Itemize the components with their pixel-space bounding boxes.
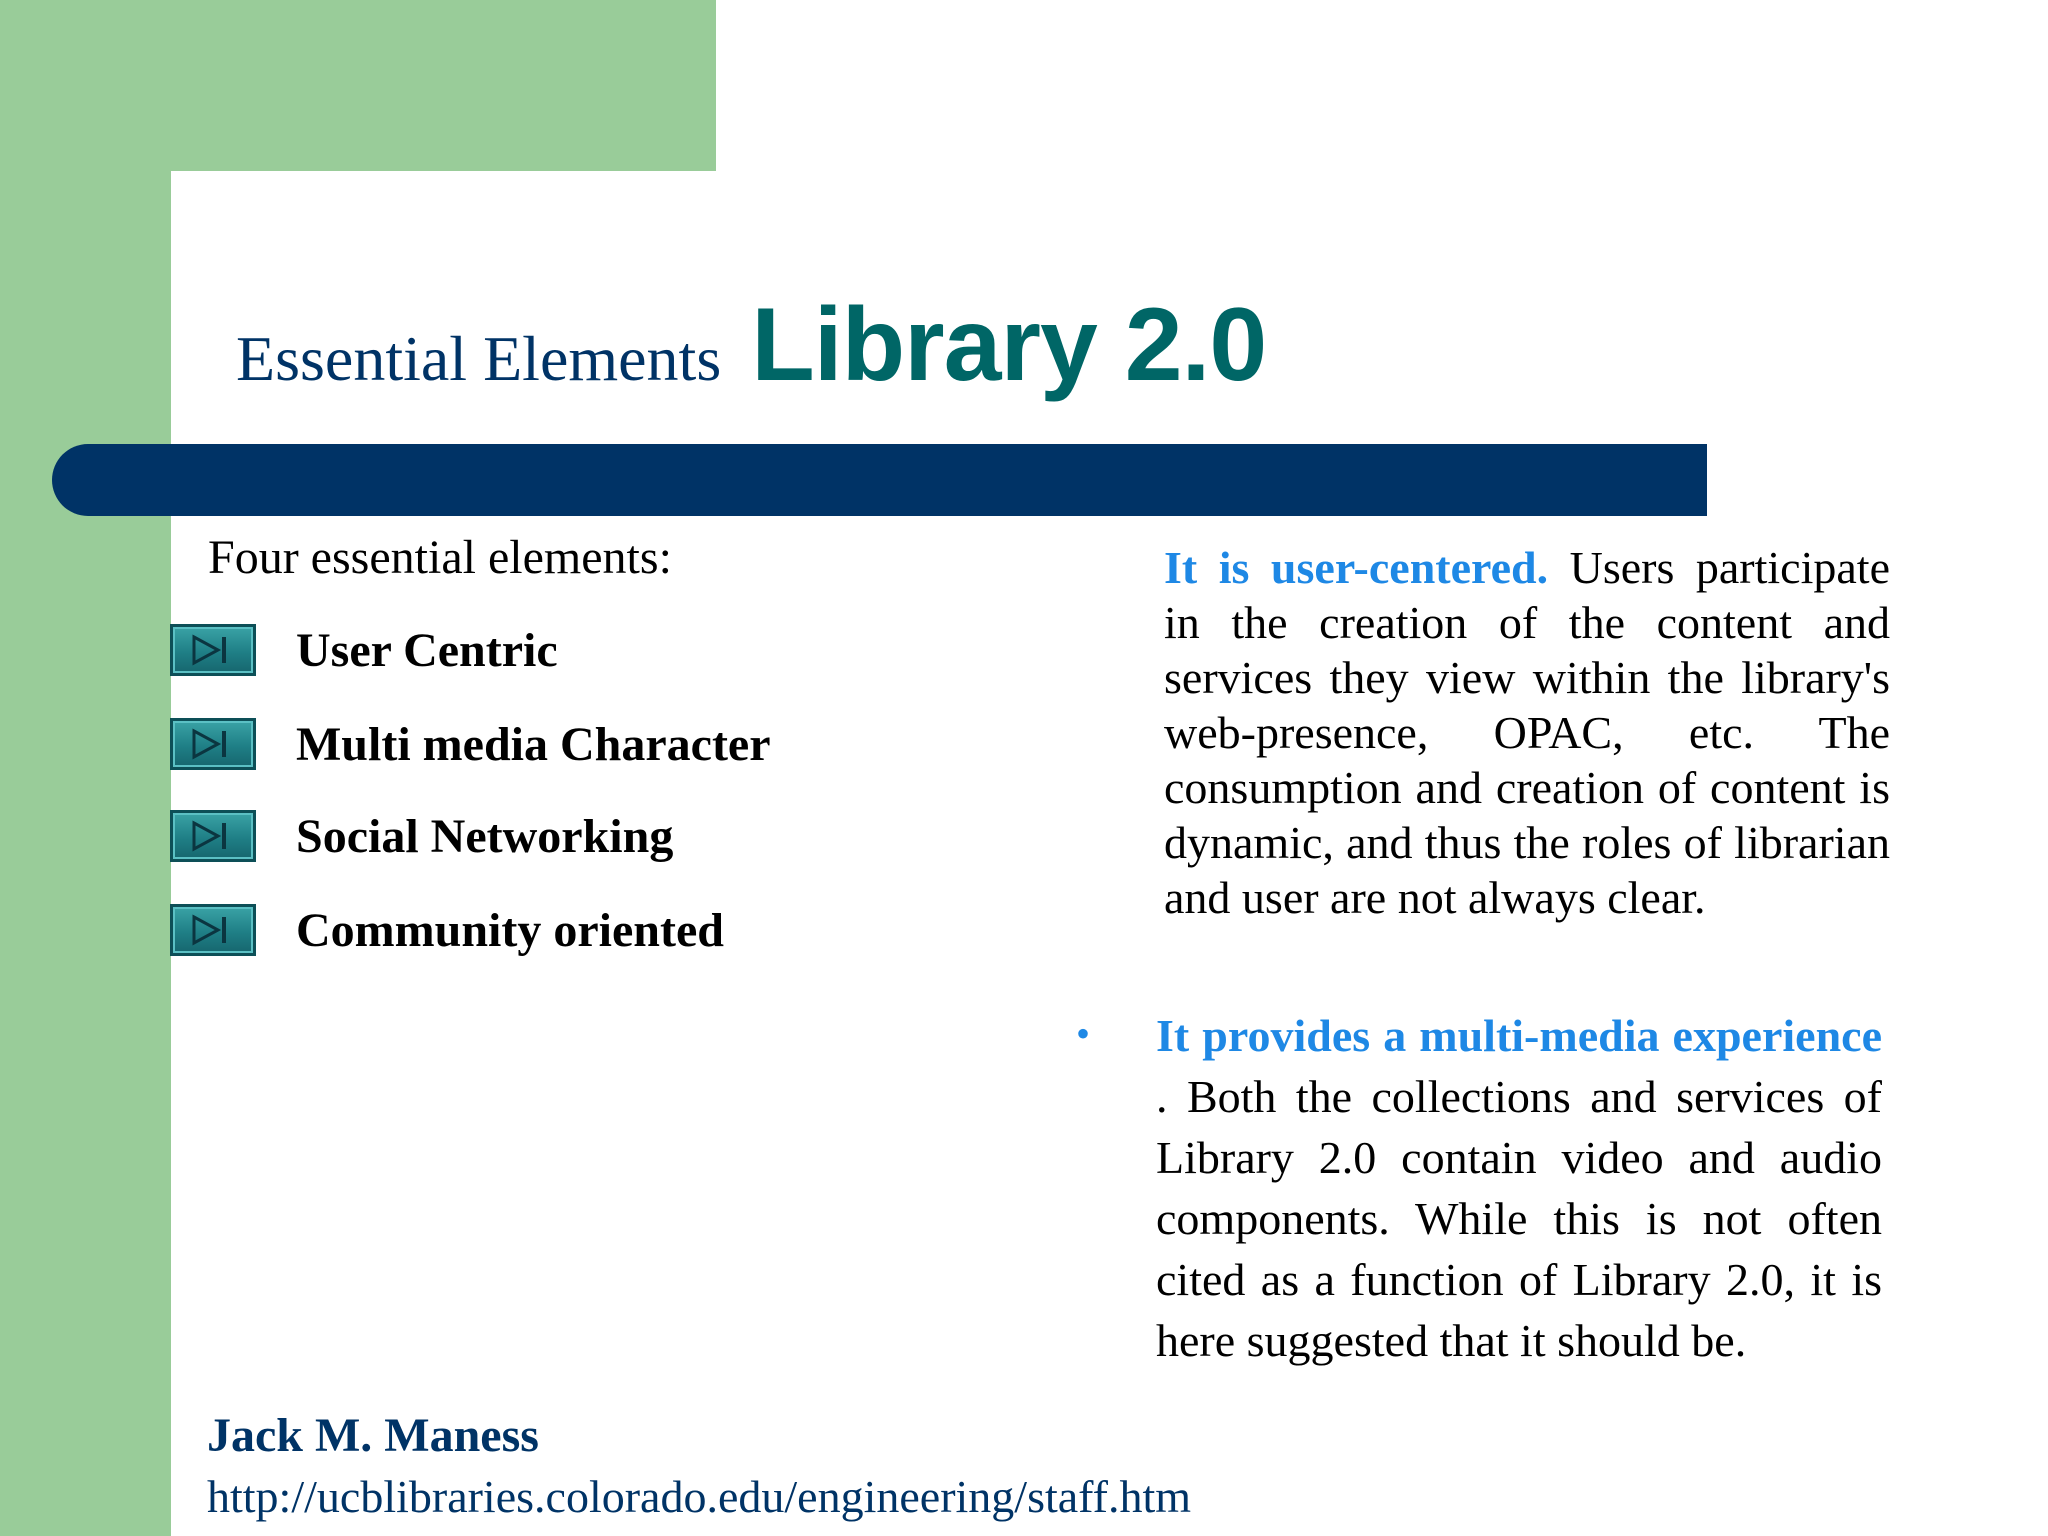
intro-text: Four essential elements: [208, 531, 672, 584]
green-side-background [0, 0, 171, 1536]
title-divider-bar [52, 444, 1707, 516]
author-url[interactable]: http://ucblibraries.colorado.edu/engineering/staff.htm [207, 1471, 1192, 1522]
paragraph-highlight: It is user-centered. [1164, 542, 1549, 593]
play-next-icon[interactable] [170, 810, 256, 862]
element-item-multimedia [170, 714, 771, 774]
author-name: Jack M. Maness [207, 1409, 539, 1462]
green-top-background [0, 0, 716, 171]
play-next-icon[interactable] [170, 718, 256, 770]
element-item-social-networking [170, 806, 673, 866]
element-label: Social Networking [296, 809, 674, 863]
paragraph-user-centered [1164, 540, 1890, 925]
title-main: Library 2.0 [751, 287, 1267, 403]
element-item-user-centric [170, 620, 558, 680]
bullet-marker: • [1076, 1011, 1091, 1056]
paragraph-body: Users participate in the creation of the content and services they view within the library's web-presence, OPAC, etc. The consumption and creation of content is dynamic, and thus the roles of librarian and user are not always clear. [1164, 542, 1890, 923]
element-label: Community oriented [296, 903, 724, 957]
paragraph-highlight: It provides a multi-media experience [1156, 1010, 1882, 1061]
title-prefix: Essential Elements [236, 323, 722, 394]
element-label: Multi media Character [296, 717, 771, 771]
play-next-icon[interactable] [170, 624, 256, 676]
paragraph-body: . Both the collections and services of Library 2.0 contain video and audio components. While this is not often cited as a function of Library 2.0, it is here suggested that it should be. [1156, 1071, 1882, 1366]
element-item-community-oriented [170, 900, 724, 960]
paragraph-multimedia [1156, 1005, 1882, 1371]
element-label: User Centric [296, 623, 558, 677]
play-next-icon[interactable] [170, 904, 256, 956]
slide-title [236, 286, 1267, 403]
